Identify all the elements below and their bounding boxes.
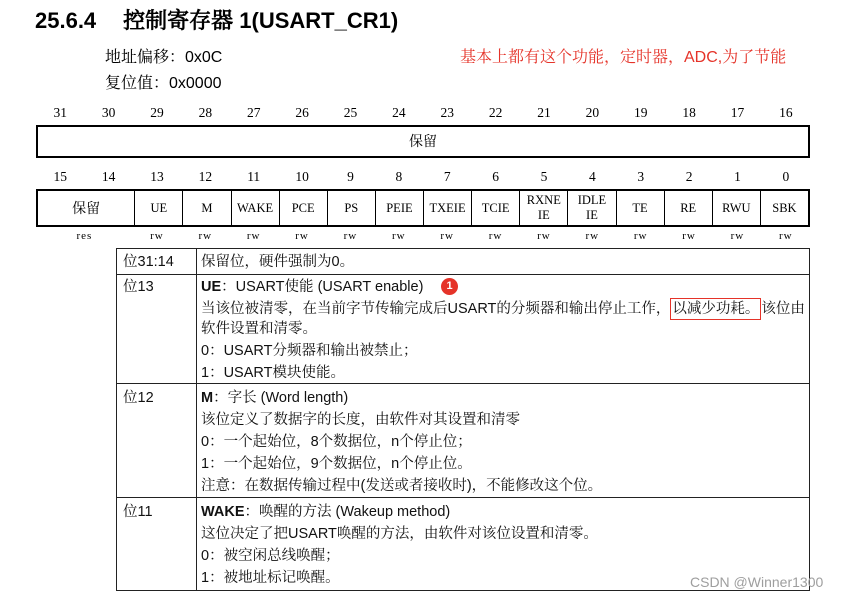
field-title: ：字长 (Word length) [213, 390, 349, 406]
access-type: rw [392, 230, 406, 242]
description-text: 当该位被清零，在当前字节传输完成后USART的分频器和输出停止工作， [201, 301, 671, 317]
access-type: rw [682, 230, 696, 242]
description-line: 0：被空闲总线唤醒； [201, 548, 340, 564]
section-title [35, 7, 398, 35]
access-type: rw [633, 230, 648, 242]
bit-number: 29 [150, 105, 164, 120]
bit-number: 17 [730, 105, 745, 120]
highlight-box: 以减少功耗。 [670, 298, 761, 320]
bit-number: 4 [588, 169, 596, 184]
bit-number: 1 [734, 169, 741, 184]
access-type: rw [343, 230, 358, 242]
bit-range: 位31:14 [117, 249, 197, 274]
bit-description-row [117, 249, 809, 275]
bit-number: 5 [540, 169, 548, 184]
field-name: M [201, 390, 214, 406]
bit-number: 24 [392, 105, 406, 120]
field-name: UE [201, 279, 222, 295]
field-heading [201, 277, 809, 297]
access-type: rw [198, 230, 213, 242]
section-heading: 控制寄存器 1(USART_CR1) [123, 8, 399, 33]
field-title: ：唤醒的方法 (Wakeup method) [244, 504, 451, 520]
bit-number: 26 [295, 105, 309, 120]
register-field-te: TE [616, 191, 664, 225]
description-line [201, 299, 809, 319]
access-type: rw [779, 230, 793, 242]
access-type: rw [488, 230, 503, 242]
section-number: 25.6.4 [35, 8, 97, 33]
bit-number: 19 [633, 105, 648, 120]
access-type: rw [295, 230, 309, 242]
register-field-sbk: SBK [760, 191, 808, 225]
bit-number: 30 [101, 105, 116, 120]
register-field-wake: WAKE [231, 191, 279, 225]
register-field-ue: UE [134, 191, 182, 225]
field-heading [201, 388, 809, 408]
description-line: 1：USART模块使能。 [201, 365, 345, 381]
access-type: rw [246, 230, 261, 242]
bit-number: 27 [246, 105, 261, 120]
bit-number: 16 [779, 105, 793, 120]
access-type: rw [537, 230, 551, 242]
bit-numbers-low [36, 168, 810, 186]
access-type: rw [150, 230, 164, 242]
bit-number: 3 [637, 169, 645, 184]
bit-range: 位11 [117, 498, 197, 590]
bit-number: 21 [537, 105, 551, 120]
description-line: 该位定义了数据字的长度，由软件对其设置和清零 [201, 412, 520, 428]
bit-number: 11 [247, 169, 261, 184]
register-fields [36, 189, 810, 227]
bit-number: 10 [295, 169, 309, 184]
bit-description-row [117, 275, 809, 384]
bit-description [197, 384, 809, 497]
description-line: 0：一个起始位，8个数据位，n个停止位； [201, 434, 472, 450]
bit-number: 31 [53, 105, 67, 120]
register-field-rxneie: RXNE IE [519, 191, 567, 225]
address-offset: 地址偏移：0x0C [105, 49, 223, 66]
access-type: rw [585, 230, 600, 242]
bit-number: 0 [782, 169, 790, 184]
register-field-txeie: TXEIE [423, 191, 471, 225]
bit-number: 13 [150, 169, 164, 184]
register-field-tcie: TCIE [471, 191, 519, 225]
bit-description-row [117, 384, 809, 498]
bit-number: 14 [101, 169, 116, 184]
access-type: rw [440, 230, 454, 242]
annotation-note: 基本上都有这个功能，定时器，ADC,为了节能 [460, 49, 787, 66]
description-line: 注意：在数据传输过程中(发送或者接收时)，不能修改这个位。 [201, 478, 603, 494]
register-diagram [36, 104, 810, 243]
description-line: 这位决定了把USART唤醒的方法，由软件对该位设置和清零。 [201, 526, 598, 542]
access-types [36, 229, 810, 243]
bit-number: 23 [440, 105, 454, 120]
description-line: 0：USART分频器和输出被禁止； [201, 343, 418, 359]
description-line: 1：一个起始位，9个数据位，n个停止位。 [201, 456, 472, 472]
bit-range: 位12 [117, 384, 197, 497]
register-field-ps: PS [327, 191, 375, 225]
field-title: ：USART使能 (USART enable) [221, 279, 424, 295]
bit-number: 28 [198, 105, 213, 120]
bit-number: 20 [585, 105, 600, 120]
watermark: CSDN @Winner1300 [690, 574, 824, 590]
register-field-pce: PCE [279, 191, 327, 225]
reserved-field-high: 保留 [36, 125, 810, 158]
description-text: 该位由 [761, 301, 805, 317]
bit-range: 位13 [117, 275, 197, 383]
bit-number: 9 [347, 169, 354, 184]
bit-number: 2 [685, 169, 693, 184]
bit-number: 6 [492, 169, 499, 184]
access-type: res [76, 230, 93, 242]
register-field-m: M [182, 191, 230, 225]
bit-number: 25 [343, 105, 358, 120]
bit-number: 15 [53, 169, 67, 184]
description-line: 保留位，硬件强制为0。 [201, 253, 355, 270]
bit-number: 8 [395, 169, 403, 184]
bit-description [197, 252, 809, 272]
reset-value: 复位值：0x0000 [105, 75, 222, 92]
description-line: 1：被地址标记唤醒。 [201, 570, 340, 586]
bit-numbers-high [36, 104, 810, 122]
field-name: WAKE [201, 504, 245, 520]
register-field-re: RE [664, 191, 712, 225]
bit-number: 12 [198, 169, 213, 184]
register-field-reserved: 保留 [72, 199, 101, 216]
register-field-idleie: IDLE IE [567, 191, 615, 225]
field-heading [201, 502, 809, 522]
description-line: 软件设置和清零。 [201, 321, 317, 337]
bit-description-table [116, 248, 810, 591]
register-field-peie: PEIE [375, 191, 423, 225]
bit-description [197, 275, 809, 383]
register-field-rwu: RWU [712, 191, 760, 225]
access-type: rw [730, 230, 745, 242]
annotation-badge: 1 [441, 278, 458, 295]
bit-number: 7 [443, 169, 451, 184]
bit-number: 22 [488, 105, 503, 120]
bit-number: 18 [682, 105, 696, 120]
